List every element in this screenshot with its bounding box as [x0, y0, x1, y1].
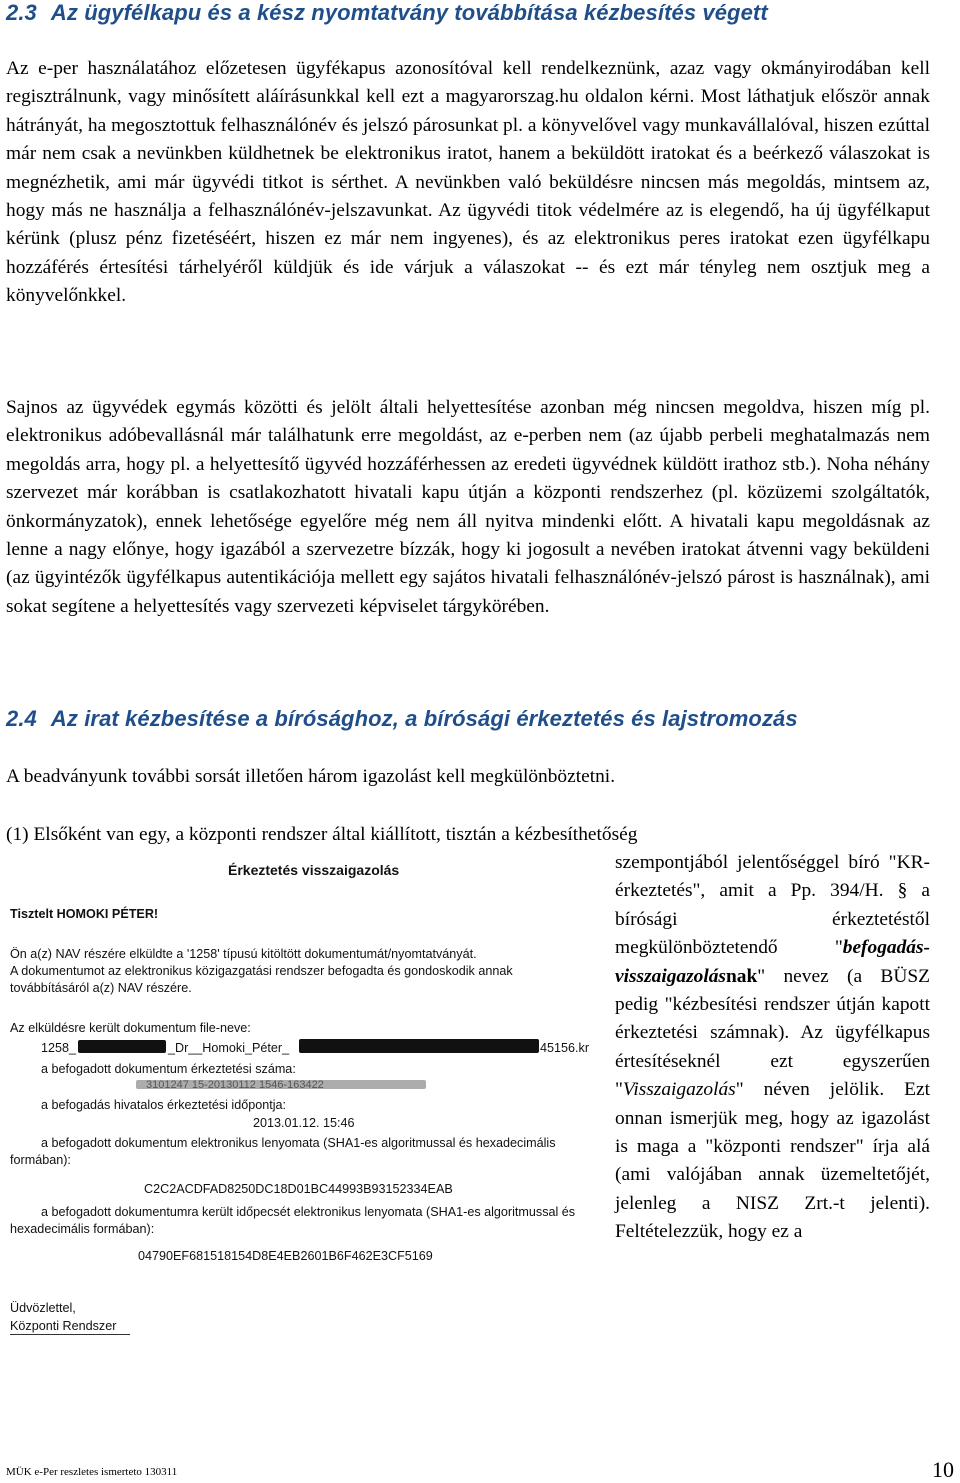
receipt-line: A dokumentumot az elektronikus közigazgatási rendszer befogadta és gondoskodik annak [10, 964, 513, 978]
section-heading-2-4 [6, 706, 798, 732]
body-paragraph: A beadványunk további sorsát illetően három igazolást kell megkülönböztetni. [6, 766, 616, 787]
receipt-field-value: C2C2ACDFAD8250DC18D01BC44993B93152334EAB [144, 1182, 453, 1196]
receipt-file-name-part: 1258_ [41, 1041, 77, 1055]
receipt-field-value: 3101247 15-20130112 1546-163422 [146, 1079, 324, 1091]
emphasis-term: befogadás-visszaigazolás [615, 937, 930, 987]
receipt-field-value: 2013.01.12. 15:46 [253, 1116, 355, 1130]
body-paragraph: Sajnos az ügyvédek egymás közötti és jelölt általi helyettesítése azonban még nincsen megoldva, hiszen míg pl. elektronikus adóbevallásnál már találhatunk erre megoldást, az e-perben nem (az újabb perbeli meghatalmazás nem megoldás arra, hogy pl. a helyettesítő ügyvéd hozzáférhessen az eredeti ügyvédnek küldött irathoz stb.). Noha néhány szervezet már korábban is csatlakozhatott hivatali kapu útján a központi rendszerhez (pl. közüzemi szolgáltatók, önkormányzatok), ennek lehetősége egyelőre még nem áll nyitva mindenki előtt. A hivatali kapu megoldásnak az lenne a nagy előnye, hogy igazából a szervezetre bízzák, hogy ki jogosult a nevében iratokat átvenni vagy beküldeni (az ügyintézők ügyfélkapus autentikációja mellett egy sajátos hivatali felhasználónév-jelszó párost is használnak), ami sokat segítene a helyettesítés vagy szervezeti képviselet tárgykörében. [6, 397, 930, 617]
redaction-bar [78, 1040, 166, 1053]
receipt-title: Érkeztetés visszaigazolás [228, 862, 400, 878]
receipt-field-label: a befogadott dokumentum érkeztetési száma: [41, 1062, 296, 1076]
text-run: " nevez (a BÜSZ pedig "kézbesítési rendszer útján kapott érkeztetési számnak). Az ügyfélkapus értesítéseknél ezt egyszerűen " [615, 965, 930, 1101]
receipt-field-value: 04790EF681518154D8E4EB2601B6F462E3CF5169 [138, 1249, 433, 1263]
receipt-file-name-part: 45156.kr [540, 1041, 590, 1055]
body-paragraph-lead: (1) Elsőként van egy, a központi rendszer által kiállított, tisztán a kézbesíthetőség [6, 824, 638, 845]
receipt-file-name-part: _Dr__Homoki_Péter_ [168, 1041, 290, 1055]
receipt-line: továbbításáról a(z) NAV részére. [10, 981, 192, 995]
text-run: " néven jelölik. Ezt onnan ismerjük meg, hogy az igazolást is maga a "központi rendszer" írja alá (ami valójában annak üzemeltetőjét, jelenleg a NISZ Zrt.-t jelenti). Feltételezzük, hogy ez a [615, 1079, 930, 1243]
signature-underline [10, 1334, 130, 1335]
section-title: Az irat kézbesítése a bírósághoz, a bírósági érkeztetés és lajstromozás [50, 706, 798, 731]
footer-document-name: MÜK e-Per reszletes ismerteto 130311 [6, 1466, 178, 1478]
receipt-signature: Központi Rendszer [10, 1319, 117, 1333]
receipt-field-label: a befogadott dokumentumra került időpecsét elektronikus lenyomata (SHA1-es algoritmussal és [41, 1205, 576, 1219]
section-number: 2.3 [6, 0, 37, 25]
page-number: 10 [932, 1457, 954, 1482]
body-paragraph-wrapped [615, 849, 930, 1247]
section-number: 2.4 [6, 706, 37, 731]
emphasis-suffix: nak [725, 965, 758, 987]
section-title: Az ügyfélkapu és a kész nyomtatvány továbbítása kézbesítés végett [50, 0, 768, 25]
receipt-field-label: hexadecimális formában): [10, 1222, 155, 1236]
receipt-field-label: a befogadott dokumentum elektronikus lenyomata (SHA1-es algoritmussal és hexadecimális [41, 1136, 556, 1150]
receipt-field-label: a befogadás hivatalos érkeztetési időpontja: [41, 1098, 287, 1112]
receipt-closing: Üdvözlettel, [10, 1301, 76, 1315]
body-paragraph: Az e-per használatához előzetesen ügyfékapus azonosítóval kell rendelkeznünk, azaz vagy okmányirodában kell regisztrálnunk, vagy minősített aláírásunkkal kell ezt a magyarorszag.hu oldalon kérni. Most láthatjuk először annak hátrányát, ha megosztottuk felhasználónév és jelszó párosunkat pl. a könyvelővel vagy munkavállalóval, hiszen ezúttal már nem csak a nevünkben küldhetnek be elektronikus iratot, hanem a beküldött iratokat és a beérkező válaszokat is megnézhetik, ami már ügyvédi titkot is sérthet. A nevünkben való beküldésre nincsen más megoldás, mintsem az, hogy más ne használja a felhasználónév-jelszavunkat. Az ügyvédi titok védelmére az is elegendő, ha új ügyfélkaput kérünk (plusz pénz fizetéséért, hiszen ez már nem ingyenes), és az elektronikus peres iratokat ezen ügyfélkapu hozzáférés értesítési tárhelyéről küldjük és ide várjuk a válaszokat -- és ezt már tényleg nem osztjuk meg a könyvelőnkkel. [6, 58, 930, 307]
receipt-screenshot [8, 858, 605, 1348]
text-run: szempontjából jelentőséggel bíró "KR-érkeztetés", amit a Pp. 394/H. § a bírósági érkeztetéstől megkülönböztetendő " [615, 852, 930, 959]
receipt-field-label: formában): [10, 1153, 71, 1167]
receipt-greeting: Tisztelt HOMOKI PÉTER! [10, 907, 159, 921]
receipt-line: Ön a(z) NAV részére elküldte a '1258' típusú kitöltött dokumentumát/nyomtatványát. [10, 947, 477, 961]
receipt-file-label: Az elküldésre került dokumentum file-neve: [10, 1021, 251, 1035]
redaction-bar [299, 1039, 539, 1053]
section-heading-2-3 [6, 0, 768, 26]
emphasis-term: Visszaigazolás [622, 1079, 736, 1101]
